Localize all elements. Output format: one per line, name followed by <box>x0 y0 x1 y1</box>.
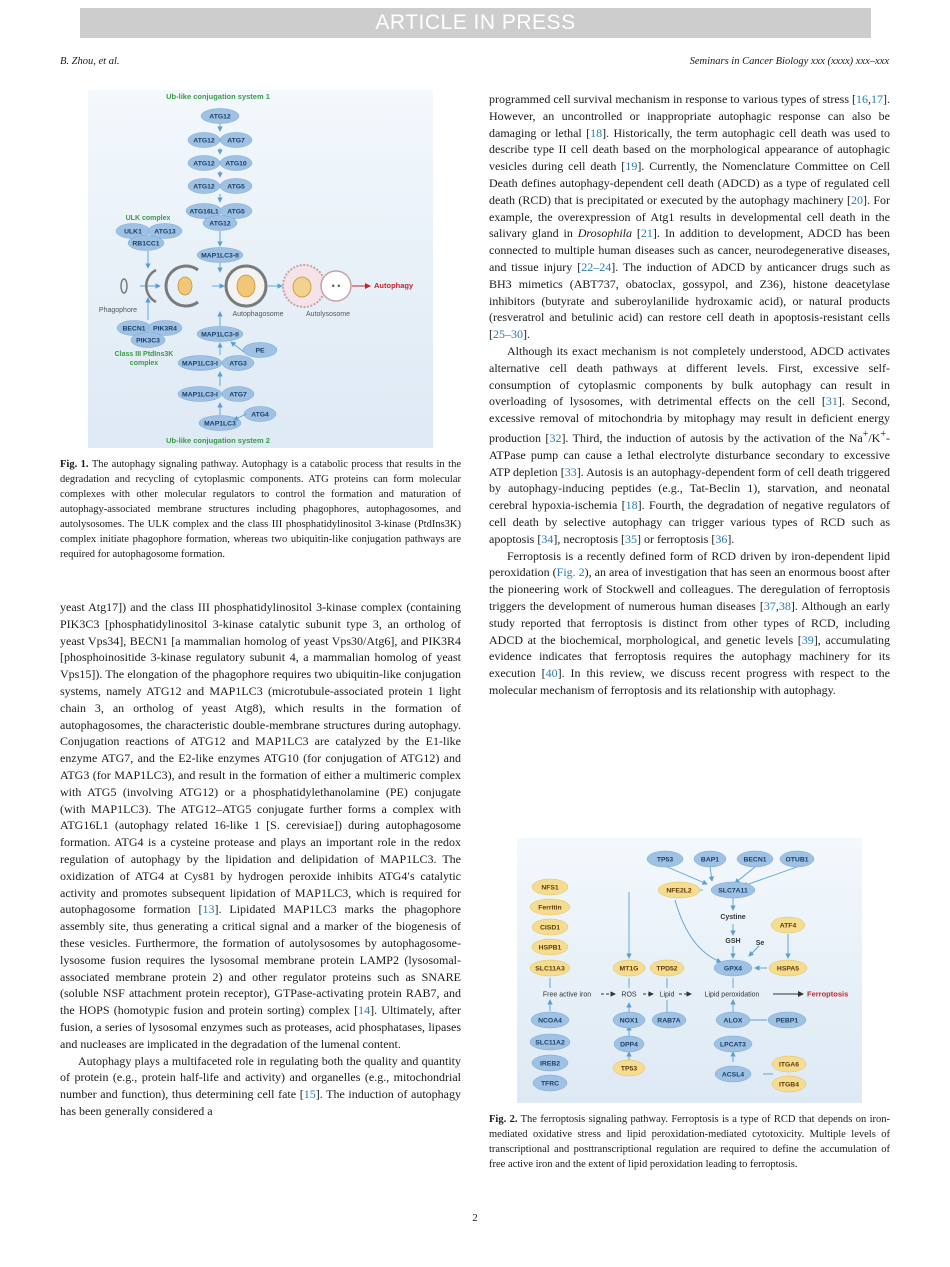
right-p1-d: ]. Currently, the Nomenclature Committee on Cell Death defines autophagy-dependent cell death (ADCD) as a type of regulated cell death (RCD) that is precipitated or executed by the autophagy machinery [ <box>489 159 890 207</box>
fig1-caption-text: The autophagy signaling pathway. Autophagy is a catabolic process that results in the degradation and recycling of cytoplasmic components. ATG proteins can form molecular complexes with other molecular regulators to control the formation and maturation of autophagy-associated membrane structures including phagophores, autophagosomes, and autolysosomes. The ULK complex and the class III phosphatidylinositol 3-kinase (PtdIns3K) complex initiate phagophore formation, whereas two ubiquitin-like conjugation pathways are required for autophagosome formation. <box>60 459 461 560</box>
label-class3-line1: Class III PtdIns3K <box>114 351 174 358</box>
right-p1-g: ]. In addition to development, ADCD has been connected to multiple human diseases such as cancer, neurodegenerative diseases, and tissue injury [ <box>489 226 891 274</box>
autophagosome <box>226 266 266 306</box>
right-p2-d: -ATPase pump can cause a lethal electrolyte disturbance secondary to excessive ATP depletion [ <box>489 430 890 479</box>
page-number: 2 <box>472 1212 478 1224</box>
figure-1-diagram <box>88 90 433 448</box>
f2-label-gsh: GSH <box>725 938 741 945</box>
label-class3-line2: complex <box>129 360 159 367</box>
right-p2-e: ]. Autosis is an autophagy-dependent form of cell death triggered by autophagy-inducing peptides (e.g., Tat-Beclin 1), starvation, and neonatal cerebral hypoxia-ischemia [ <box>489 464 891 513</box>
citation-38[interactable]: 38 <box>778 598 791 613</box>
fig2-caption-text: The ferroptosis signaling pathway. Ferroptosis is a type of RCD that depends on iron-mediated oxidative stress and lipid peroxidation-mediated cytotoxicity. Multiple levels of transcriptional and posttranscriptional regulation are required to define the accumulation of free active iron and the extent of lipid peroxidation leading to ferroptosis. <box>489 1114 890 1170</box>
right-paragraph-2 <box>489 343 890 548</box>
f2-label-nfe2l2: NFE2L2 <box>666 887 692 895</box>
label-pe: PE <box>255 347 265 355</box>
cargo-mitochondrion-1 <box>178 277 192 295</box>
f2-label-slc11a3: SLC11A3 <box>535 965 565 973</box>
right-p2-h: ] or ferroptosis [ <box>637 531 716 546</box>
f2-label-otub1: OTUB1 <box>785 856 809 864</box>
citation-21[interactable]: 21 <box>640 226 653 241</box>
left-p2-text-b: ]. The induction of autophagy has been generally considered a <box>60 1087 461 1118</box>
right-column-body <box>489 91 890 699</box>
f2-label-atf4: ATF4 <box>779 922 797 930</box>
citation-35[interactable]: 35 <box>625 531 637 546</box>
right-p3-e: ]. In this review, we discuss recent progress with respect to the molecular mechanism of ferroptosis and its relationship with autophagy. <box>489 666 890 697</box>
citation-18[interactable]: 18 <box>590 125 603 140</box>
citation-33[interactable]: 33 <box>564 464 577 479</box>
label-rb1cc1: RB1CC1 <box>132 240 160 248</box>
f2-label-acsl4: ACSL4 <box>721 1071 745 1079</box>
citation-20[interactable]: 20 <box>850 192 863 207</box>
left-p1-text-c: ]. Ultimately, after fusion, a series of lysosomal enzymes such as proteases, acid phosphatases, lipases and nucleases are implicated in the degradation of the lumenal content. <box>60 1003 461 1051</box>
right-paragraph-1: programmed cell survival mechanism in response to various types of stress [16,17]. However, an uncontrolled or inappropriate autophagic response can also be damaging or lethal [18]. Historically, the term autophagic cell death was used to describe type II cell death based on the morphological appearance of autophagic vesicles during cell death [19]. Currently, the Nomenclature Committee on Cell Death defines autophagy-dependent cell death (ADCD) as a type of regulated cell death (RCD) that is precipitated or executed by the autophagy machinery [20]. For example, the overexpression of Atg1 results in developmental cell death in the salivary gland in Drosophila [21]. In addition to development, ADCD has been connected to multiple human diseases such as cancer, neurodegenerative diseases, and tissue injury [22–24]. The induction of ADCD by anticancer drugs such as BH3 mimetics (ABT737, obatoclax, gossypol, and Z36), histone deacetylase inhibitors (butyrate and suberoylanilide hydroxamic acid), or natural products (resveratrol and betulinic acid) can restore cell death in apoptosis-resistant cells [25–30]. <box>489 92 891 342</box>
right-p1-h: ]. The induction of ADCD by anticancer drugs such as BH3 mimetics (ABT737, obatoclax, gossypol, and Z36), histone deacetylase inhibitors (butyrate and suberoylanilide hydroxamic acid), or natural products (resveratrol and betulinic acid) can restore cell death in apoptosis-resistant cells [ <box>489 259 890 342</box>
f2-label-ferroptosis: Ferroptosis <box>807 989 849 999</box>
label-map1lc3i-a: MAP1LC3-I <box>182 360 218 368</box>
f2-label-ireb2: IREB2 <box>539 1060 561 1068</box>
f2-label-hspb1: HSPB1 <box>538 944 562 952</box>
f2-label-dpp4: DPP4 <box>620 1041 638 1049</box>
right-p2-b: ]. Second, excessive removal of mitochondria by mitophagy may result in deficient energy production [ <box>489 394 890 445</box>
label-atg7-b: ATG7 <box>229 391 247 399</box>
citation-39[interactable]: 39 <box>801 632 814 647</box>
right-p3-b: ), an area of investigation that has seen an enormous boost after the pioneering work of Stockwell and colleagues. The deregulation of ferroptosis triggers the development of numerous human diseases [ <box>489 565 890 613</box>
f2-label-rab7a: RAB7A <box>657 1017 681 1025</box>
citation-15[interactable]: 15 <box>303 1087 316 1102</box>
citation-25-30[interactable]: 25–30 <box>493 327 523 342</box>
citation-19[interactable]: 19 <box>625 159 638 174</box>
f2-label-hspa5: HSPA5 <box>776 965 800 973</box>
right-p1-italic: Drosophila <box>577 226 632 241</box>
label-atg12-e: ATG12 <box>209 220 231 228</box>
f2-label-cystine: Cystine <box>720 914 746 921</box>
left-p1-text-a: yeast Atg17]) and the class III phosphatidylinositol 3-kinase complex (containing PIK3C3 [phosphatidylinositol 3-kinase catalytic subunit type 3, an ortholog of yeast Vps34], BECN1 [a mammalian homolog of yeast Vps30/Atg6], and PIK3R4 [phosphoinositide 3-kinase regulatory subunit 4, a mammalian homolog of yeast Vps15]). The elongation of the phagophore requires two ubiquitin-like conjugation systems, namely ATG12 and MAP1LC3 (microtubule-associated protein 1 light chain 3, an ortholog of yeast Atg8), which results in the formation of autophagosomes, the characteristic double-membrane structures during autophagy. Conjugation reactions of ATG12 and MAP1LC3 are catalyzed by the E1-like enzyme ATG7, and the E2-like enzymes ATG10 (for conjugation of ATG12) and ATG3 (for MAP1LC3), and result in the formation of either a multimeric complex with ATG5 (involving ATG12) or a phosphatidylethanolamine (PE) conjugate (with MAP1LC3). The ATG12–ATG5 conjugate further forms a complex with ATG16L1 (autophagy related 16-like 1 [S. cerevisiae]) during autophagosome formation. ATG4 is a cysteine protease and plays an important role in the redox regulation of autophagy by the lipidation and delipidation of MAP1LC3. The oxidization of ATG4 at Cys81 by hydrogen peroxide inhibits ATG4′s catalytic activity and promotes subsequent lipidation of MAP1LC3, which is required for autophagosome formation [ <box>60 600 461 917</box>
citation-22-24[interactable]: 22–24 <box>581 259 612 274</box>
right-p1-f: [ <box>632 226 641 241</box>
f2-label-ferritin: Ferritin <box>538 904 562 912</box>
f2-label-slc11a2: SLC11A2 <box>535 1039 565 1047</box>
superscript-plus-1: + <box>862 428 869 440</box>
label-autolysosome: Autolysosome <box>306 311 350 318</box>
f2-label-nfs1: NFS1 <box>541 884 559 892</box>
f2-label-pebp1: PEBP1 <box>775 1017 799 1025</box>
label-becn1: BECN1 <box>122 325 146 333</box>
right-p2-c: ]. Third, the induction of autosis by the activation of the Na <box>561 430 863 445</box>
f2-label-gpx4: GPX4 <box>723 965 743 973</box>
fig2-caption-label: Fig. 2. <box>489 1114 518 1125</box>
figure-1-caption <box>60 457 461 562</box>
f2-label-free-iron: Free active iron <box>542 991 592 999</box>
right-p1-a: programmed cell survival mechanism in response to various types of stress [ <box>489 92 856 106</box>
citation-36[interactable]: 36 <box>715 531 728 546</box>
cargo-mitochondrion-2 <box>237 275 255 297</box>
citation-14[interactable]: 14 <box>358 1003 371 1018</box>
f2-label-slc7a11: SLC7A11 <box>718 887 748 895</box>
left-paragraph-1 <box>60 599 461 1053</box>
degrading-cargo <box>293 277 311 297</box>
label-pik3r4: PIK3R4 <box>153 325 177 333</box>
label-atg12-a: ATG12 <box>209 113 231 121</box>
figure-1 <box>88 90 433 448</box>
citation-32[interactable]: 32 <box>549 430 562 445</box>
f2-label-tp53: TP53 <box>656 856 674 864</box>
f2-label-tpd52: TPD52 <box>656 965 678 973</box>
f2-label-lipid: Lipid <box>659 991 675 999</box>
label-atg7-a: ATG7 <box>227 137 245 145</box>
citation-37[interactable]: 37 <box>763 598 776 613</box>
f2-label-mt1g: MT1G <box>619 965 639 973</box>
f2-label-bap1: BAP1 <box>700 856 720 864</box>
label-atg12-d: ATG12 <box>193 183 215 191</box>
figure-2-link[interactable]: Fig. 2 <box>556 565 585 580</box>
figure-2-diagram <box>517 838 862 1103</box>
left-column-body <box>60 599 461 1120</box>
f2-label-itgb4: ITGB4 <box>778 1081 800 1089</box>
left-p1-text-b: ]. Lipidated MAP1LC3 marks the phagophore assembly site, thus generating a critical signal and a marker of the biogenesis of these vesicles. Furthermore, the formation of autolysosomes by autophagosome-lysosome fusion requires the lysosomal membrane protein LAMP2 (lysosomal-associated membrane protein 2) and other regulator proteins such as SNARE (soluble NSF attachment protein receptor), GTPase-activating protein RAB7, and the HOPS (homotypic fusion and protein sorting) complex [ <box>60 902 461 1018</box>
left-paragraph-2 <box>60 1053 461 1120</box>
f2-label-ros: ROS <box>621 991 637 999</box>
label-atg10: ATG10 <box>225 160 247 168</box>
right-p3-d: ], accumulating evidence indicates that ferroptosis requires the autophagy machinery for its execution [ <box>489 632 891 681</box>
citation-34[interactable]: 34 <box>541 531 554 546</box>
right-p2-slash: /K <box>868 430 881 445</box>
label-atg12-c: ATG12 <box>193 160 215 168</box>
right-p1-i: ]. <box>523 327 530 342</box>
left-p2-text-a: Autophagy plays a multifaceted role in regulating both the quality and quantity of protein (e.g., protein half-life and activity) and organelles (e.g., mitochondrial number and function), thus determining cell fate [ <box>60 1053 461 1102</box>
f2-label-tp53b: TP53 <box>620 1065 638 1073</box>
right-p3-a: Ferroptosis is a recently defined form of RCD driven by iron-dependent lipid peroxidation ( <box>489 548 890 580</box>
label-autophagosome: Autophagosome <box>232 311 284 318</box>
right-p3-c: ]. Although an early study reported that ferroptosis is distinct from other types of RCD, including ADCD at the biochemical, morphological, and genetic levels [ <box>489 598 890 647</box>
superscript-plus-2: + <box>880 428 886 440</box>
citation-31[interactable]: 31 <box>825 394 838 409</box>
f2-label-cisd1: CISD1 <box>539 924 561 932</box>
fig1-title-bottom: Ub-like conjugation system 2 <box>166 436 270 445</box>
f2-label-itga6: ITGA6 <box>778 1061 800 1069</box>
fig1-caption-label: Fig. 1. <box>60 459 89 470</box>
label-phagophore: Phagophore <box>98 307 138 314</box>
label-atg5-b: ATG5 <box>227 208 245 216</box>
label-pik3c3: PIK3C3 <box>136 337 160 345</box>
f2-label-tfrc: TFRC <box>540 1080 560 1088</box>
label-atg5-a: ATG5 <box>227 183 245 191</box>
citation-16[interactable]: 16 <box>856 92 868 106</box>
label-ulk-complex: ULK complex <box>125 215 171 222</box>
label-map1lc3i-b: MAP1LC3-I <box>182 391 218 399</box>
f2-label-se: Se <box>755 940 765 947</box>
right-p1-e: ]. For example, the overexpression of Atg1 results in developmental cell death in the salivary gland in <box>489 192 890 241</box>
right-p1-b: ]. However, an uncontrolled or inappropriate autophagic response can also be damaging or lethal [ <box>489 92 890 140</box>
label-atg16l1: ATG16L1 <box>189 208 219 216</box>
lysosome-enzymes: • • <box>331 281 341 291</box>
running-header-journal: Seminars in Cancer Biology xxx (xxxx) xxx–xxx <box>689 56 889 67</box>
right-paragraph-3: Ferroptosis is a recently defined form of RCD driven by iron-dependent lipid peroxidation (Fig. 2), an area of investigation that has seen an enormous boost after the pioneering work of Stockwell and colleagues. The deregulation of ferroptosis triggers the development of numerous human diseases [37,38]. Although an early study reported that ferroptosis is distinct from other types of RCD, including ADCD at the biochemical, morphological, and genetic levels [39], accumulating evidence indicates that ferroptosis requires the autophagy machinery for its execution [40]. In this review, we discuss recent progress with respect to the molecular mechanism of ferroptosis and its relationship with autophagy. <box>489 548 891 697</box>
f2-label-lipid-perox: Lipid peroxidation <box>704 991 760 999</box>
label-map1lc3ii-top: MAP1LC3-II <box>201 252 239 260</box>
f2-label-nox1: NOX1 <box>619 1017 639 1025</box>
label-atg3: ATG3 <box>229 360 247 368</box>
right-p2-i: ]. <box>727 531 735 546</box>
label-map1lc3ii-bottom: MAP1LC3-II <box>201 331 239 339</box>
f2-label-lpcat3: LPCAT3 <box>720 1041 746 1049</box>
right-p2-g: ], necroptosis [ <box>553 531 625 546</box>
citation-18b[interactable]: 18 <box>625 498 638 513</box>
label-atg12-b: ATG12 <box>193 137 215 145</box>
article-in-press-banner: ARTICLE IN PRESS <box>80 8 871 38</box>
figure-2 <box>517 838 862 1103</box>
right-p2-a: Although its exact mechanism is not completely understood, ADCD activates alternative cell death pathways at different levels. First, excessive self-consumption of cytoplasmic components by bulk autophagy can result in overloading of lysosomes, with detrimental effects on the cell [ <box>489 343 890 409</box>
label-map1lc3: MAP1LC3 <box>204 420 236 428</box>
label-autophagy: Autophagy <box>374 281 414 290</box>
right-p1-c: ]. Historically, the term autophagic cell death was used to describe type II cell death based on the morphological appearance of autophagic vesicles during cell death [ <box>489 125 890 174</box>
citation-13[interactable]: 13 <box>202 902 215 917</box>
label-atg4: ATG4 <box>251 411 269 419</box>
running-header-authors: B. Zhou, et al. <box>60 56 120 67</box>
label-ulk1: ULK1 <box>124 228 142 236</box>
citation-40[interactable]: 40 <box>545 666 558 681</box>
right-p2-f: ]. Fourth, the degradation of negative regulators of cell death by selective autophagy can trigger various types of RCD such as apoptosis [ <box>489 498 890 546</box>
f2-label-ncoa4: NCOA4 <box>538 1017 562 1025</box>
fig1-title-top: Ub-like conjugation system 1 <box>166 92 270 101</box>
f2-label-alox: ALOX <box>723 1017 743 1025</box>
f2-label-becn1: BECN1 <box>743 856 767 864</box>
autolysosome <box>283 265 351 307</box>
figure-1-background <box>88 90 433 448</box>
label-atg13: ATG13 <box>154 228 176 236</box>
figure-2-caption <box>489 1112 890 1172</box>
citation-17[interactable]: 17 <box>871 92 883 106</box>
